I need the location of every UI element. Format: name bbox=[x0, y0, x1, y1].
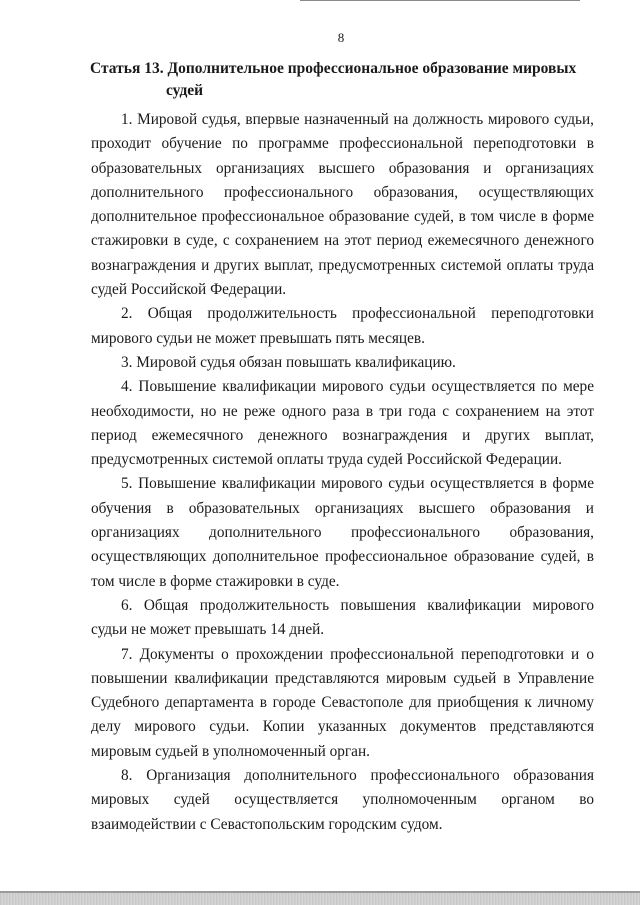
article-body bbox=[91, 108, 594, 837]
article-title-line-2: судей bbox=[166, 82, 204, 99]
paragraph-4: 4. Повышение квалификации мирового судьи осуществляется по мере необходимости, но не реже одного раза в три года с сохранением на этот период ежемесячного денежного вознаграждения и других выплат, предусмотренных системой оплаты труда судей Российской Федерации. bbox=[91, 378, 594, 469]
paragraph-7: 7. Документы о прохождении профессиональной переподготовки и о повышении квалификации представляются мировым судьей в Управление Судебного департамента в городе Севастополе для приобщения к личному делу мирового судьи. Копии указанных документов представляются мировым судьей в уполномоченный орган. bbox=[91, 645, 594, 760]
page-number: 8 bbox=[337, 30, 345, 45]
paragraph-1: 1. Мировой судья, впервые назначенный на должность мирового судьи, проходит обучение по программе профессиональной переподготовки в образовательных организациях высшего образования и организациях дополнительного профессионального образования, осуществляющих дополнительное профессиональное образование судей, в том числе в форме стажировки в суде, с сохранением на этот период ежемесячного денежного вознаграждения и других выплат, предусмотренных системой оплаты труда судей Российской Федерации. bbox=[91, 111, 594, 299]
article-heading bbox=[90, 58, 590, 102]
paragraph-2: 2. Общая продолжительность профессиональной переподготовки мирового судьи не может превышать пять месяцев. bbox=[91, 305, 594, 347]
article-title-line-1: Статья 13. Дополнительное профессиональное образование мировых bbox=[90, 60, 577, 77]
scan-bottom-edge bbox=[0, 891, 640, 905]
paragraph-8: 8. Организация дополнительного профессионального образования мировых судей осуществляется уполномоченным органом во взаимодействии с Севастопольским городским судом. bbox=[91, 767, 594, 833]
paragraph-3: 3. Мировой судья обязан повышать квалификацию. bbox=[121, 353, 456, 371]
scan-top-rule bbox=[300, 0, 580, 1]
paragraph-5: 5. Повышение квалификации мирового судьи осуществляется в форме обучения в образовательных организациях высшего образования и организациях дополнительного профессионального образования, осуществляющих дополнительное профессиональное образование судей, в том числе в форме стажировки в суде. bbox=[91, 475, 594, 590]
paragraph-6: 6. Общая продолжительность повышения квалификации мирового судьи не может превышать 14 дней. bbox=[91, 596, 594, 639]
